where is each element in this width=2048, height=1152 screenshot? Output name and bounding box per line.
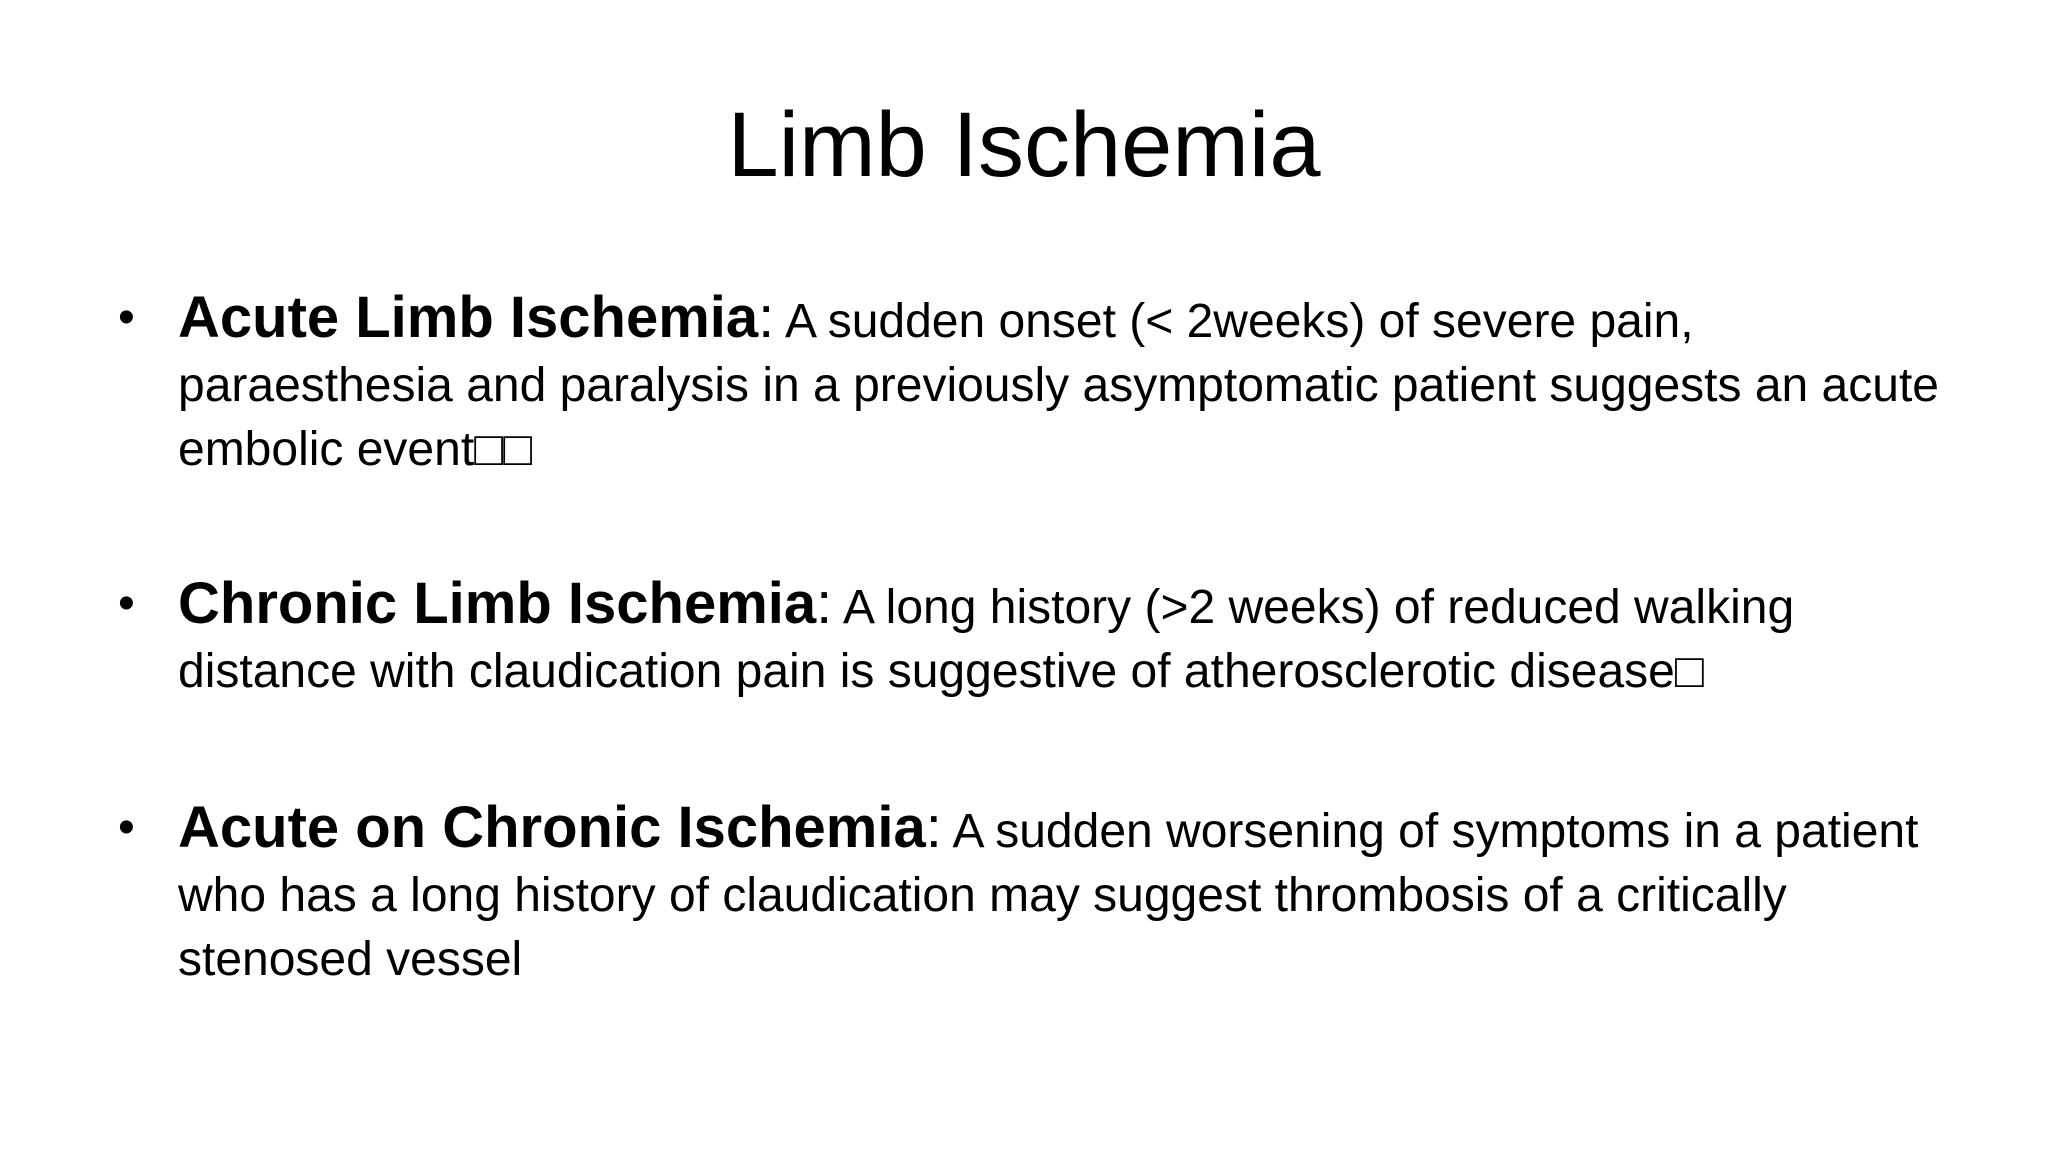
bullet-item-acute — [118, 285, 1978, 482]
bullet-description: A long history (>2 weeks) of reduced walking distance with claudication pain is suggestive of atherosclerotic disease□ — [178, 581, 1795, 698]
bullet-term: Acute on Chronic Ischemia — [178, 795, 926, 860]
bullet-colon: : — [758, 285, 775, 350]
bullet-term: Acute Limb Ischemia — [178, 285, 759, 350]
bullet-colon: : — [816, 571, 833, 636]
bullet-icon: • — [118, 291, 135, 344]
bullet-description: A sudden onset (< 2weeks) of severe pain, paraesthesia and paralysis in a previously asymptomatic patient suggests an acute embolic event□□ — [178, 295, 1939, 476]
bullet-icon: • — [118, 577, 135, 630]
bullet-icon: • — [118, 801, 135, 854]
bullet-item-acute-on-chronic — [118, 795, 1978, 992]
bullet-item-chronic — [118, 571, 1978, 704]
slide-title: Limb Ischemia — [727, 94, 1321, 196]
bullet-description: A sudden worsening of symptoms in a patient who has a long history of claudication may suggest thrombosis of a critically stenosed vessel — [178, 805, 1919, 986]
bullet-term: Chronic Limb Ischemia — [178, 571, 817, 636]
bullet-colon: : — [925, 795, 942, 860]
